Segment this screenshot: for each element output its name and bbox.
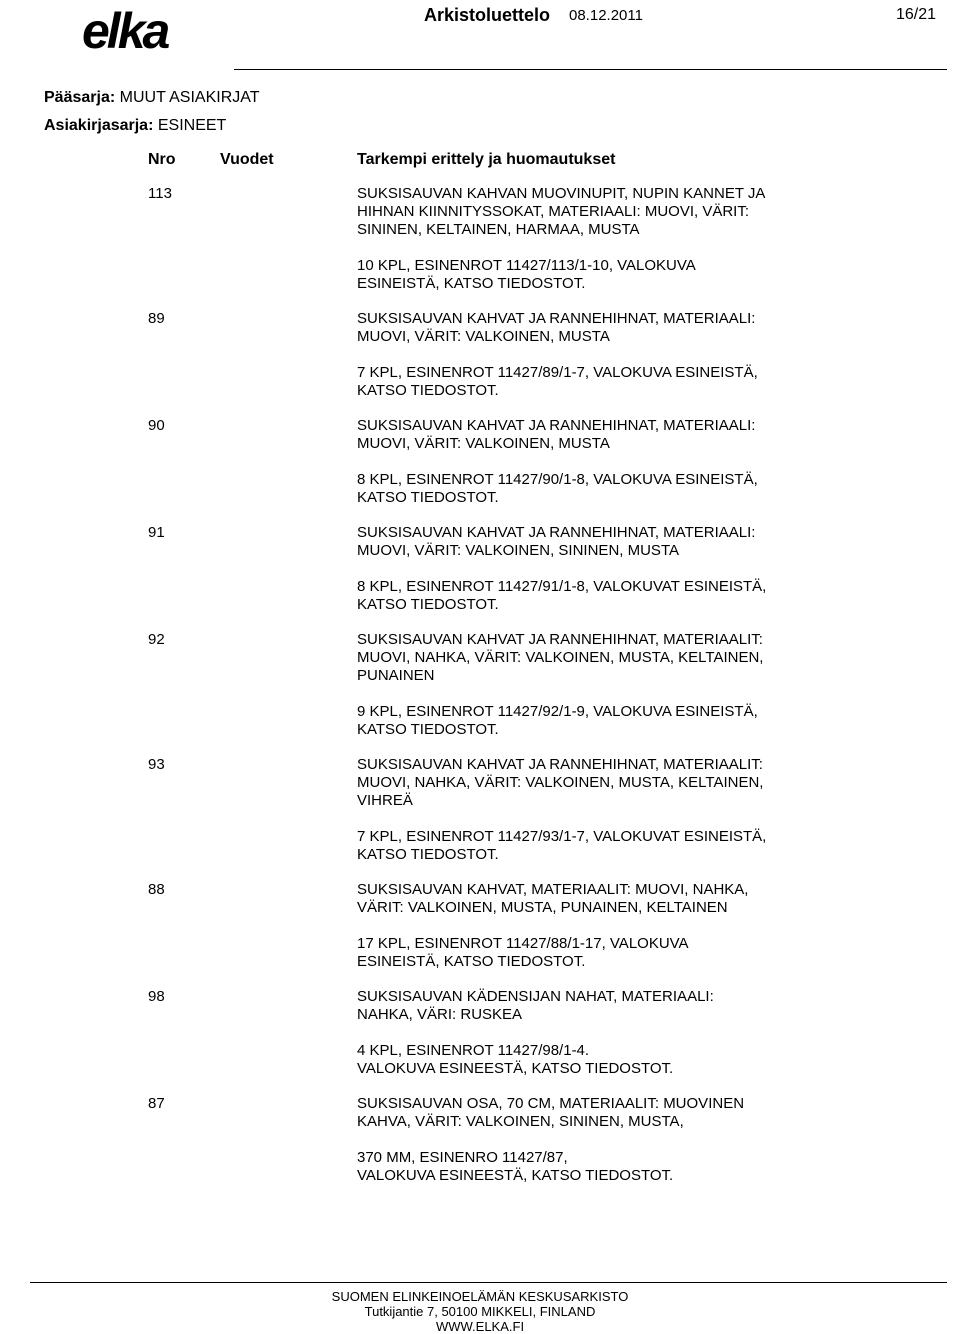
entry-note-line: VALOKUVA ESINEESTÄ, KATSO TIEDOSTOT.	[357, 1167, 674, 1184]
footer-organization: SUOMEN ELINKEINOELÄMÄN KESKUSARKISTO	[331, 1289, 629, 1304]
entry-details	[357, 310, 827, 400]
entry-row	[0, 185, 960, 293]
entry-description-line: SUKSISAUVAN KAHVAT, MATERIAALIT: MUOVI, NAHKA,	[357, 881, 749, 898]
entry-row	[0, 756, 960, 864]
entry-spacer	[357, 810, 827, 828]
entry-note-line: 8 KPL, ESINENROT 11427/91/1-8, VALOKUVAT ESINEISTÄ,	[357, 578, 767, 595]
entry-number: 93	[148, 756, 165, 773]
entry-description-line: SUKSISAUVAN KAHVAT JA RANNEHIHNAT, MATERIAALI:	[357, 524, 756, 541]
entry-note-line: 4 KPL, ESINENROT 11427/98/1-4.	[357, 1042, 590, 1059]
footer-website: WWW.ELKA.FI	[435, 1319, 525, 1334]
entry-description-line: MUOVI, VÄRIT: VALKOINEN, SININEN, MUSTA	[357, 542, 679, 559]
entry-details	[357, 417, 827, 507]
entry-description-line: MUOVI, VÄRIT: VALKOINEN, MUSTA	[357, 328, 610, 345]
entry-spacer	[357, 685, 827, 703]
entry-spacer	[357, 1131, 827, 1149]
entry-description-line: MUOVI, VÄRIT: VALKOINEN, MUSTA	[357, 435, 610, 452]
entry-note-line: KATSO TIEDOSTOT.	[357, 382, 499, 399]
entry-row	[0, 881, 960, 971]
entry-note-line: ESINEISTÄ, KATSO TIEDOSTOT.	[357, 953, 586, 970]
entry-description-line: SUKSISAUVAN OSA, 70 CM, MATERIAALIT: MUOVINEN	[357, 1095, 745, 1112]
footer-divider	[30, 1282, 947, 1283]
entry-description-line: SUKSISAUVAN KAHVAT JA RANNEHIHNAT, MATERIAALIT:	[357, 631, 763, 648]
paasarja-label: Pääsarja:	[44, 89, 116, 106]
entry-row	[0, 524, 960, 614]
entry-note-line: KATSO TIEDOSTOT.	[357, 846, 499, 863]
entry-description-line: VIHREÄ	[357, 792, 413, 809]
entry-row	[0, 631, 960, 739]
entry-spacer	[357, 917, 827, 935]
entry-spacer	[357, 560, 827, 578]
entry-note-line: 9 KPL, ESINENROT 11427/92/1-9, VALOKUVA ESINEISTÄ,	[357, 703, 758, 720]
entry-note-line: 7 KPL, ESINENROT 11427/93/1-7, VALOKUVAT ESINEISTÄ,	[357, 828, 767, 845]
entry-details	[357, 631, 827, 739]
entry-row	[0, 310, 960, 400]
entry-description-line: KAHVA, VÄRIT: VALKOINEN, SININEN, MUSTA,	[357, 1113, 684, 1130]
entry-number: 87	[148, 1095, 165, 1112]
entry-description-line: NAHKA, VÄRI: RUSKEA	[357, 1006, 523, 1023]
entry-description-line: SININEN, KELTAINEN, HARMAA, MUSTA	[357, 221, 640, 238]
entry-note-line: ESINEISTÄ, KATSO TIEDOSTOT.	[357, 275, 586, 292]
entry-details	[357, 881, 827, 971]
entry-description-line: SUKSISAUVAN KAHVAT JA RANNEHIHNAT, MATERIAALIT:	[357, 756, 763, 773]
column-tarkempi: Tarkempi erittely ja huomautukset	[357, 151, 616, 168]
entry-number: 113	[148, 185, 172, 202]
entry-details	[357, 1095, 827, 1185]
page-number: 16/21	[895, 6, 936, 23]
logo-text: elka	[82, 8, 168, 54]
entry-description-line: VÄRIT: VALKOINEN, MUSTA, PUNAINEN, KELTAINEN	[357, 899, 728, 916]
entry-note-line: 10 KPL, ESINENROT 11427/113/1-10, VALOKUVA	[357, 257, 696, 274]
entry-description-line: SUKSISAUVAN KAHVAT JA RANNEHIHNAT, MATERIAALI:	[357, 417, 756, 434]
document-title: Arkistoluettelo	[424, 5, 551, 25]
entry-note-line: 7 KPL, ESINENROT 11427/89/1-7, VALOKUVA ESINEISTÄ,	[357, 364, 758, 381]
document-date: 08.12.2011	[569, 7, 643, 24]
entry-note-line: KATSO TIEDOSTOT.	[357, 489, 499, 506]
asiakirjasarja-value: ESINEET	[157, 117, 227, 134]
asiakirjasarja-label: Asiakirjasarja:	[44, 117, 154, 134]
entry-spacer	[357, 1024, 827, 1042]
asiakirjasarja-line	[44, 117, 226, 135]
entry-details	[357, 988, 827, 1078]
paasarja-value: MUUT ASIAKIRJAT	[119, 89, 260, 106]
entry-description-line: MUOVI, NAHKA, VÄRIT: VALKOINEN, MUSTA, KELTAINEN,	[357, 774, 764, 791]
entry-description-line: HIHNAN KIINNITYSSOKAT, MATERIAALI: MUOVI, VÄRIT:	[357, 203, 750, 220]
entry-details	[357, 524, 827, 614]
column-nro: Nro	[148, 151, 176, 168]
entry-note-line: KATSO TIEDOSTOT.	[357, 596, 499, 613]
entry-note-line: VALOKUVA ESINEESTÄ, KATSO TIEDOSTOT.	[357, 1060, 674, 1077]
entry-note-line: 370 MM, ESINENRO 11427/87,	[357, 1149, 568, 1166]
entry-list	[0, 185, 960, 1202]
footer-address: Tutkijantie 7, 50100 MIKKELI, FINLAND	[364, 1304, 596, 1319]
entry-details	[357, 756, 827, 864]
entry-note-line: 8 KPL, ESINENROT 11427/90/1-8, VALOKUVA ESINEISTÄ,	[357, 471, 758, 488]
entry-description-line: SUKSISAUVAN KÄDENSIJAN NAHAT, MATERIAALI:	[357, 988, 714, 1005]
entry-spacer	[357, 453, 827, 471]
entry-note-line: 17 KPL, ESINENROT 11427/88/1-17, VALOKUVA	[357, 935, 689, 952]
entry-row	[0, 1095, 960, 1185]
entry-note-line: KATSO TIEDOSTOT.	[357, 721, 499, 738]
entry-details	[357, 185, 827, 293]
entry-description-line: SUKSISAUVAN KAHVAN MUOVINUPIT, NUPIN KANNET JA	[357, 185, 766, 202]
entry-number: 92	[148, 631, 165, 648]
column-vuodet: Vuodet	[220, 151, 274, 168]
elka-logo	[82, 8, 198, 54]
entry-number: 98	[148, 988, 165, 1005]
entry-spacer	[357, 346, 827, 364]
paasarja-line	[44, 89, 260, 107]
entry-number: 88	[148, 881, 165, 898]
entry-number: 90	[148, 417, 165, 434]
entry-number: 89	[148, 310, 165, 327]
entry-description-line: PUNAINEN	[357, 667, 435, 684]
entry-description-line: SUKSISAUVAN KAHVAT JA RANNEHIHNAT, MATERIAALI:	[357, 310, 756, 327]
entry-description-line: MUOVI, NAHKA, VÄRIT: VALKOINEN, MUSTA, KELTAINEN,	[357, 649, 764, 666]
header-divider	[234, 69, 947, 70]
entry-number: 91	[148, 524, 165, 541]
entry-row	[0, 988, 960, 1078]
entry-spacer	[357, 239, 827, 257]
entry-row	[0, 417, 960, 507]
